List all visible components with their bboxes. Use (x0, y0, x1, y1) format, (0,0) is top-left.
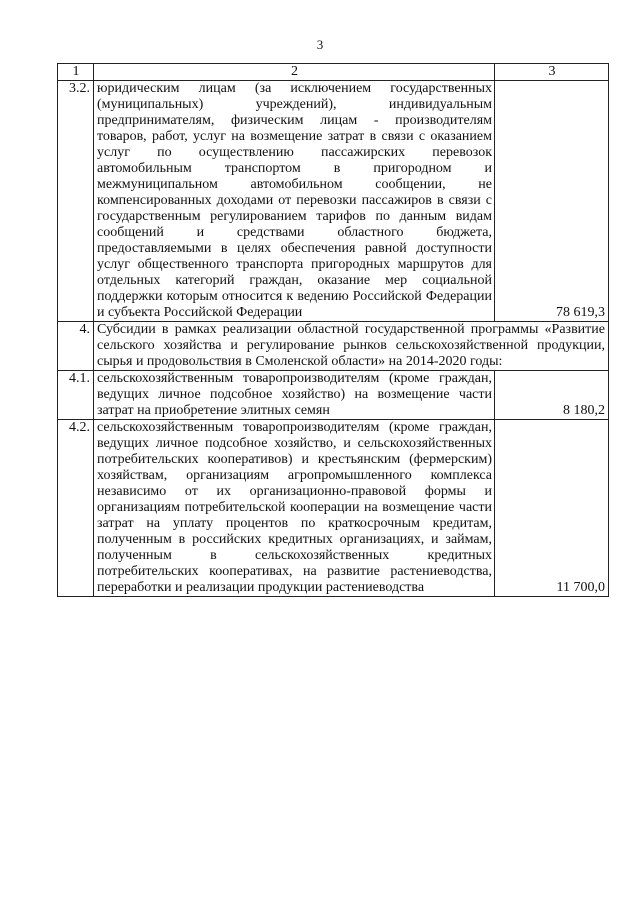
row-description: сельскохозяйственным товаропроизводителям (кроме граждан, ведущих личное подсобное хозяйство) на возмещение части затрат на приобретение элитных семян (94, 371, 495, 420)
row-amount: 11 700,0 (495, 420, 609, 597)
table-row (58, 420, 609, 597)
header-col-1: 1 (58, 64, 94, 81)
budget-table (57, 63, 609, 597)
table-row (58, 81, 609, 322)
table-header-row (58, 64, 609, 81)
page-number: 3 (316, 37, 324, 52)
header-col-3: 3 (495, 64, 609, 81)
table-row (58, 322, 609, 371)
row-amount: 78 619,3 (495, 81, 609, 322)
row-number: 3.2. (58, 81, 94, 322)
row-number: 4. (58, 322, 94, 371)
row-description: юридическим лицам (за исключением государственных (муниципальных) учреждений), индивидуальным предпринимателям, физическим лицам - производителям товаров, работ, услуг на возмещение затрат в связи с оказанием услуг по осуществлению пассажирских перевозок автомобильным транспортом в пригородном и межмуниципальном автомобильном сообщении, не компенсированных доходами от перевозки пассажиров в связи с государственным регулированием тарифов по данным видам сообщений и средствами областного бюджета, предоставляемыми в целях обеспечения равной доступности услуг общественного транспорта пригородных маршрутов для отдельных категорий граждан, оказание мер социальной поддержки которым относится к ведению Российской Федерации и субъекта Российской Федерации (94, 81, 495, 322)
header-col-2: 2 (94, 64, 495, 81)
row-description: Субсидии в рамках реализации областной государственной программы «Развитие сельского хозяйства и регулирование рынков сельскохозяйственной продукции, сырья и продовольствия в Смоленской области» на 2014-2020 годы: (94, 322, 609, 371)
table-row (58, 371, 609, 420)
row-number: 4.1. (58, 371, 94, 420)
row-number: 4.2. (58, 420, 94, 597)
row-description: сельскохозяйственным товаропроизводителям (кроме граждан, ведущих личное подсобное хозяйство, и сельскохозяйственных потребительских кооперативов) и крестьянским (фермерским) хозяйствам, организациям агропромышленного комплекса независимо от их организационно-правовой формы и организациям потребительской кооперации на возмещение части затрат на уплату процентов по краткосрочным кредитам, полученным в российских кредитных организациях, и займам, полученным в сельскохозяйственных кредитных потребительских кооперативах, на развитие растениеводства, переработки и реализации продукции растениеводства (94, 420, 495, 597)
row-amount: 8 180,2 (495, 371, 609, 420)
